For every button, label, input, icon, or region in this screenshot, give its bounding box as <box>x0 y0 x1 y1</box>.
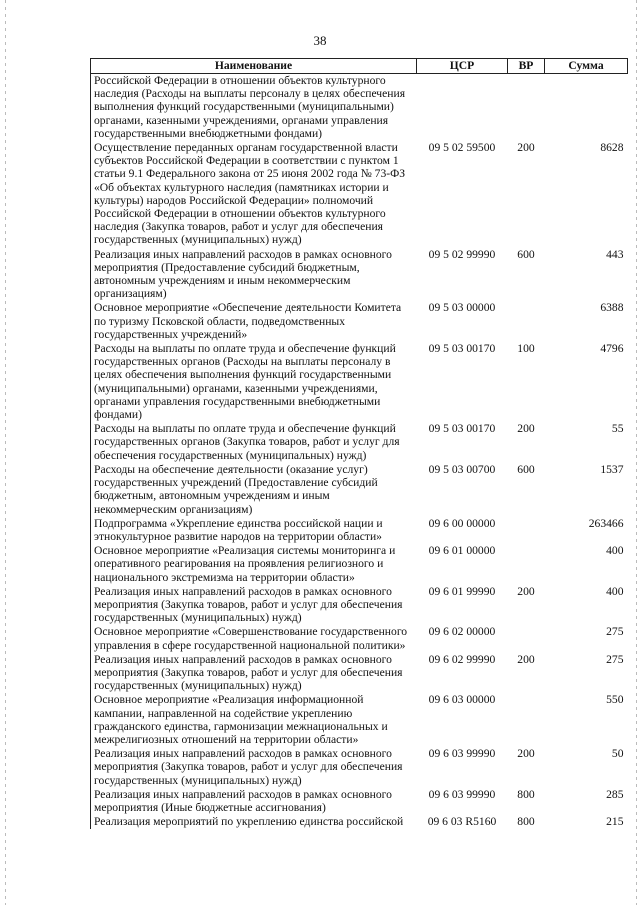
row-vr: 800 <box>517 815 535 829</box>
table-row <box>91 544 628 585</box>
row-name: Российской Федерации в отношении объектов культурного наследия (Расходы на выплаты персоналу в целях обеспечения выполнения функций государственными (муниципальными) органами, казенными учреждениями, органами управления государственными внебюджетными фондами) <box>91 74 417 142</box>
row-name: Основное мероприятие «Реализация системы мониторинга и оперативного реагирования на проявления религиозного и национального экстремизма на территории области» <box>91 544 417 585</box>
row-sum: 443 <box>606 247 624 261</box>
row-sum: 275 <box>606 652 624 666</box>
table-row <box>91 625 628 652</box>
row-name: Реализация иных направлений расходов в рамках основного мероприятия (Иные бюджетные ассигнования) <box>91 788 417 815</box>
row-sum: 6388 <box>600 301 624 315</box>
table-body <box>91 74 628 830</box>
row-vr: 100 <box>517 342 535 356</box>
row-sum: 8628 <box>600 141 624 155</box>
page-number: 38 <box>313 33 327 48</box>
row-name: Расходы на выплаты по оплате труда и обеспечение функций государственных органов (Закупка товаров, работ и услуг для обеспечения государственных (муниципальных) нужд) <box>91 422 417 463</box>
table-row <box>91 141 628 248</box>
table-row <box>91 463 628 517</box>
row-csr: 09 6 01 99990 <box>428 584 496 598</box>
table-row <box>91 248 628 302</box>
row-sum: 1537 <box>600 462 624 476</box>
row-vr: 600 <box>517 462 535 476</box>
row-name: Реализация иных направлений расходов в рамках основного мероприятия (Закупка товаров, работ и услуг для обеспечения государственных (муниципальных) нужд) <box>91 747 417 788</box>
row-vr: 800 <box>517 787 535 801</box>
row-csr <box>417 74 508 142</box>
row-name: Расходы на выплаты по оплате труда и обеспечение функций государственных органов (Расходы на выплаты персоналу в целях обеспечения выполнения функций государственными (муниципальными) органами, казенными учреждениями, органами управления государственными внебюджетными фондами) <box>91 342 417 422</box>
row-vr: 600 <box>517 247 535 261</box>
row-vr: 200 <box>517 141 535 155</box>
row-csr: 09 6 00 00000 <box>428 516 496 530</box>
row-vr: 200 <box>517 584 535 598</box>
row-csr: 09 6 03 00000 <box>428 693 496 707</box>
table-row <box>91 74 628 142</box>
table-row <box>91 301 628 342</box>
row-sum: 4796 <box>600 342 624 356</box>
row-vr <box>508 544 545 585</box>
table-row <box>91 653 628 694</box>
header-vr: ВР <box>508 59 545 74</box>
row-vr <box>508 74 545 142</box>
header-sum: Сумма <box>545 59 628 74</box>
table-row <box>91 342 628 422</box>
row-sum: 50 <box>611 747 624 761</box>
row-csr: 09 5 03 00170 <box>428 342 496 356</box>
row-csr: 09 5 03 00000 <box>428 301 496 315</box>
row-sum: 550 <box>606 693 624 707</box>
header-csr: ЦСР <box>417 59 508 74</box>
budget-table <box>90 58 628 829</box>
row-csr: 09 6 03 99990 <box>428 747 496 761</box>
row-vr: 200 <box>517 652 535 666</box>
row-csr: 09 6 02 00000 <box>428 625 496 639</box>
row-vr <box>508 517 545 544</box>
row-name: Реализация иных направлений расходов в рамках основного мероприятия (Закупка товаров, работ и услуг для обеспечения государственных (муниципальных) нужд) <box>91 585 417 626</box>
table-row <box>91 788 628 815</box>
row-csr: 09 5 03 00170 <box>428 422 496 436</box>
row-csr: 09 6 03 R5160 <box>427 815 497 829</box>
row-vr <box>508 625 545 652</box>
row-sum: 215 <box>606 815 624 829</box>
table-row <box>91 585 628 626</box>
row-sum <box>545 74 628 142</box>
row-csr: 09 5 03 00700 <box>428 462 496 476</box>
row-csr: 09 6 01 00000 <box>428 544 496 558</box>
scan-edge-right <box>636 0 637 905</box>
table-header <box>91 59 628 74</box>
scan-edge-left <box>5 0 6 905</box>
row-name: Реализация мероприятий по укреплению единства российской <box>91 815 417 829</box>
row-vr <box>508 301 545 342</box>
row-sum: 400 <box>606 584 624 598</box>
table-row <box>91 422 628 463</box>
table-row <box>91 517 628 544</box>
row-name: Реализация иных направлений расходов в рамках основного мероприятия (Предоставление субсидий бюджетным, автономным учреждениям и иным некоммерческим организациям) <box>91 248 417 302</box>
row-name: Основное мероприятие «Совершенствование государственного управления в сфере государственной национальной политики» <box>91 625 417 652</box>
row-name: Реализация иных направлений расходов в рамках основного мероприятия (Закупка товаров, работ и услуг для обеспечения государственных (муниципальных) нужд) <box>91 653 417 694</box>
row-name: Расходы на обеспечение деятельности (оказание услуг) государственных учреждений (Предоставление субсидий бюджетным, автономным учреждениям и иным некоммерческим организациям) <box>91 463 417 517</box>
header-row <box>91 59 628 74</box>
row-csr: 09 6 02 99990 <box>428 652 496 666</box>
row-csr: 09 5 02 59500 <box>428 141 496 155</box>
row-sum: 285 <box>606 787 624 801</box>
row-sum: 400 <box>606 544 624 558</box>
row-vr: 200 <box>517 747 535 761</box>
table-row <box>91 815 628 829</box>
row-sum: 55 <box>611 422 624 436</box>
row-name: Основное мероприятие «Обеспечение деятельности Комитета по туризму Псковской области, подведомственных государственных учреждений» <box>91 301 417 342</box>
row-sum: 263466 <box>588 516 624 530</box>
row-csr: 09 6 03 99990 <box>428 787 496 801</box>
table-row <box>91 693 628 747</box>
header-name: Наименование <box>91 59 417 74</box>
row-name: Осуществление переданных органам государственной власти субъектов Российской Федерации в соответствии с пунктом 1 статьи 9.1 Федерального закона от 25 июня 2002 года № 73-ФЗ «Об объектах культурного наследия (памятниках истории и культуры) народов Российской Федерации» полномочий Российской Федерации в отношении объектов культурного наследия (Закупка товаров, работ и услуг для обеспечения государственных (муниципальных) нужд) <box>91 141 417 248</box>
row-sum: 275 <box>606 625 624 639</box>
row-vr: 200 <box>517 422 535 436</box>
row-csr: 09 5 02 99990 <box>428 247 496 261</box>
table-row <box>91 747 628 788</box>
row-name: Основное мероприятие «Реализация информационной кампании, направленной на содействие укреплению гражданского единства, гармонизации межнациональных и межрелигиозных отношений на территории области» <box>91 693 417 747</box>
row-vr <box>508 693 545 747</box>
row-name: Подпрограмма «Укрепление единства российской нации и этнокультурное развитие народов на территории области» <box>91 517 417 544</box>
